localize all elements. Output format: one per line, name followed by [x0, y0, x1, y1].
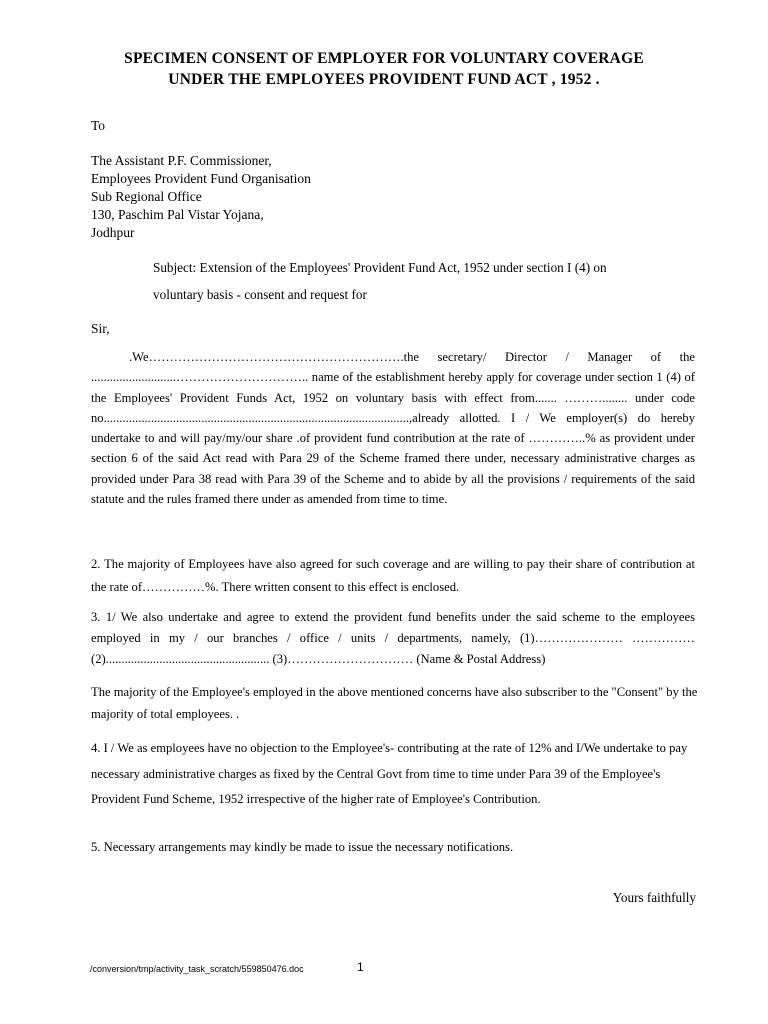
paragraph-1: .We…………………………………………………….the secretary/ Director / Manager of the ...........................………………………….. name of the establishment hereby apply for coverage under section 1 (4) of the Employees' Provident Funds Act, 1952 on voluntary basis with effect from....... ………........ under code no.................................................................................................,already allotted. I / We employer(s) do hereby undertake to and will pay/my/our share .of provident fund contribution at the rate of …………..% as provident under section 6 of the said Act read with Para 29 of the Scheme framed there under, necessary administrative charges as provided under Para 38 read with Para 39 of the Scheme and to abide by all the provisions / requirements of the said statute and the rules framed there under as amended from time to time.: [91, 350, 695, 507]
paragraph-2: 2. The majority of Employees have also agreed for such coverage and are willing to pay their share of contribution at the rate of……………%. There written consent to this effect is enclosed.: [91, 557, 695, 594]
subject-line1: Subject: Extension of the Employees' Provident Fund Act, 1952 under section I (4) on: [153, 260, 607, 275]
footer-page-number: 1: [357, 960, 364, 974]
address-line: Sub Regional Office: [91, 189, 202, 204]
document-title-line1: SPECIMEN CONSENT OF EMPLOYER FOR VOLUNTARY COVERAGE: [124, 50, 644, 67]
document-title-line2: UNDER THE EMPLOYEES PROVIDENT FUND ACT , 1952 .: [168, 71, 600, 88]
paragraph-4: 4. I / We as employees have no objection to the Employee's- contributing at the rate of 12% and I/We undertake to pay necessary administrative charges as fixed by the Central Govt from time to time under Para 39 of the Employee's Provident Fund Scheme, 1952 irrespective of the higher rate of Employee's Contribution.: [91, 741, 688, 806]
paragraph-3: 3. 1/ We also undertake and agree to extend the provident fund benefits under the said scheme to the employees employed in my / our branches / office / units / departments, namely, (1)………………… …………… (2).................................................... (3)………………………… (Name & Postal Address): [91, 610, 695, 666]
address-line: Employees Provident Fund Organisation: [91, 171, 311, 186]
salutation: Sir,: [91, 321, 110, 336]
footer-file-path: /conversion/tmp/activity_task_scratch/559850476.doc: [90, 964, 304, 974]
subject-line2: voluntary basis - consent and request for: [153, 287, 367, 302]
address-line: The Assistant P.F. Commissioner,: [91, 153, 272, 168]
to-label: To: [91, 118, 106, 133]
paragraph-5: 5. Necessary arrangements may kindly be made to issue the necessary notifications.: [91, 840, 514, 854]
closing-signoff: Yours faithfully: [612, 890, 696, 905]
address-line: Jodhpur: [91, 225, 135, 240]
paragraph-majority: The majority of the Employee's employed in the above mentioned concerns have also subscriber to the "Consent" by the majority of total employees. .: [91, 685, 698, 721]
address-line: 130, Paschim Pal Vistar Yojana,: [91, 207, 264, 222]
